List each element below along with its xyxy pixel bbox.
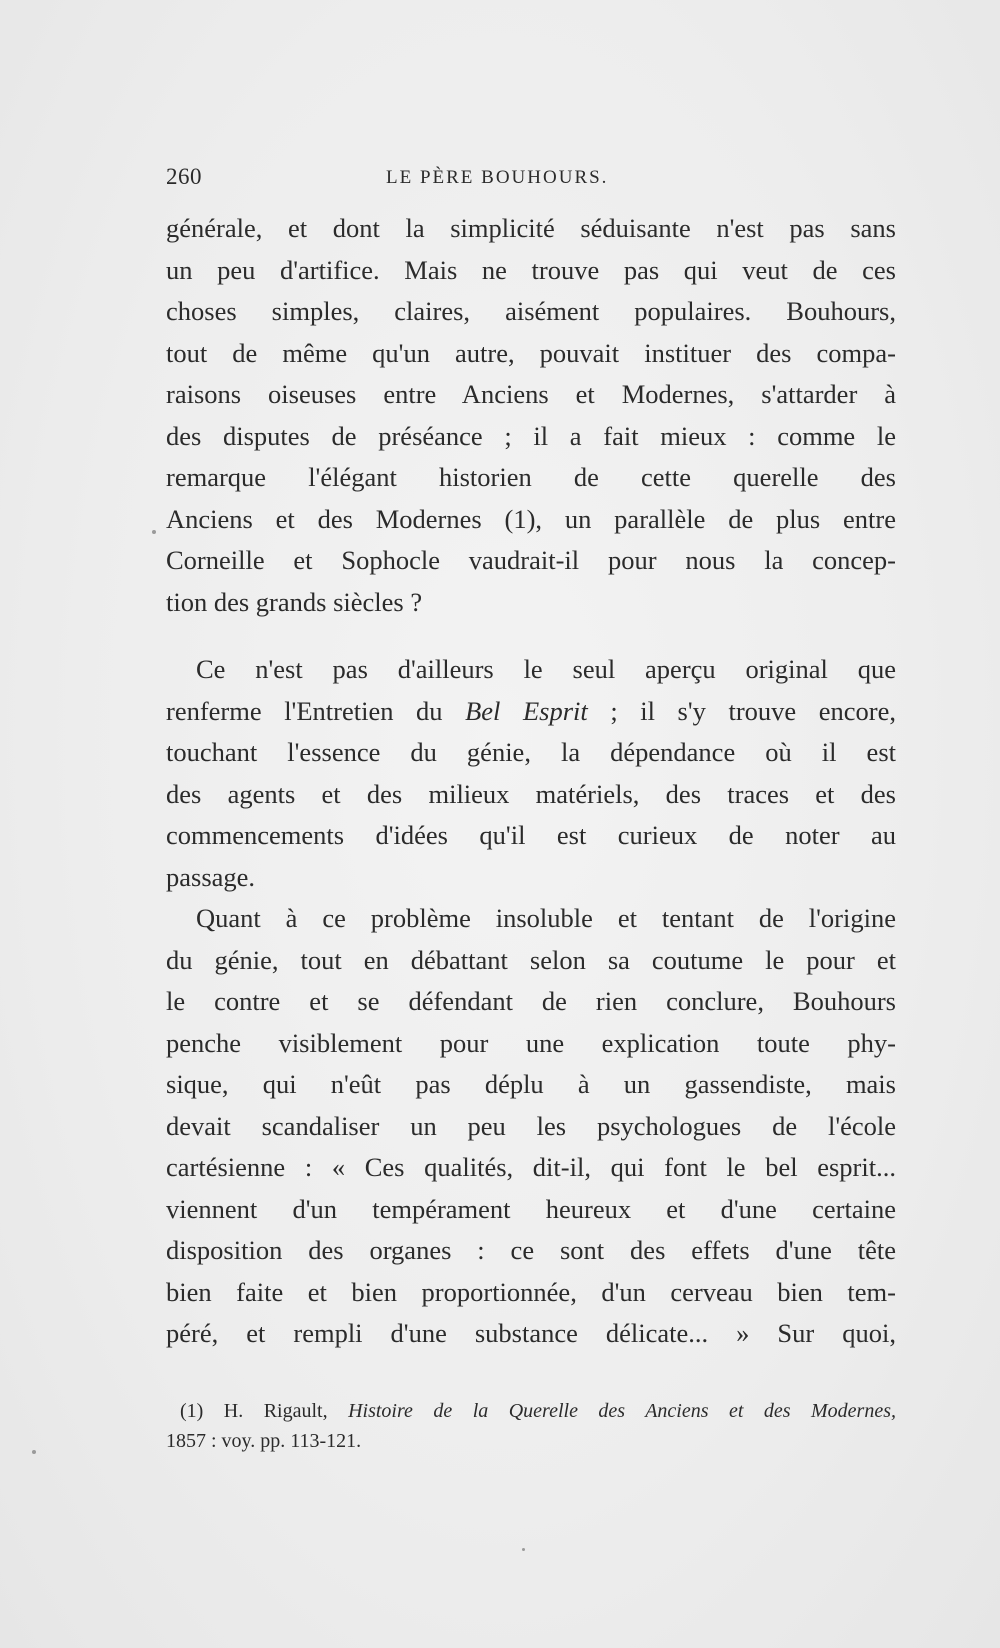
page-number: 260: [166, 164, 202, 189]
text-run: renferme l'Entretien du: [166, 695, 466, 726]
text-line: tout de même qu'un autre, pouvait instituer des compa-: [166, 337, 896, 368]
text-line: Quant à ce problème insoluble et tentant de l'origine: [196, 903, 896, 933]
text-line: sique, qui n'eût pas déplu à un gassendiste, mais: [166, 1069, 896, 1099]
text-line: péré, et rempli d'une substance délicate... » Sur quoi,: [166, 1318, 896, 1348]
paper-speck: [32, 1450, 36, 1454]
text-line: raisons oiseuses entre Anciens et Modernes, s'attarder à: [166, 379, 896, 409]
text-line: remarque l'élégant historien de cette querelle des: [166, 462, 896, 492]
text-line: Anciens et des Modernes (1), un parallèle de plus entre: [166, 503, 896, 534]
footnote-line: 1857 : voy. pp. 113-121.: [166, 1430, 362, 1452]
text-line: touchant l'essence du génie, la dépendance où il est: [166, 737, 896, 767]
text-line: viennent d'un tempérament heureux et d'une certaine: [166, 1193, 896, 1224]
text-run: ; il s'y trouve encore,: [587, 695, 896, 726]
text-line: tion des grands siècles ?: [166, 586, 423, 617]
text-line: des disputes de préséance ; il a fait mieux : comme le: [166, 420, 896, 451]
footnote-marker-author: (1) H. Rigault,: [180, 1400, 349, 1422]
text-line: choses simples, claires, aisément populaires. Bouhours,: [166, 296, 896, 326]
text-line: cartésienne : « Ces qualités, dit-il, qui font le bel esprit...: [166, 1152, 896, 1182]
text-line: bien faite et bien proportionnée, d'un cerveau bien tem-: [166, 1276, 896, 1307]
work-title: Bel Esprit: [465, 695, 588, 726]
text-line: générale, et dont la simplicité séduisante n'est pas sans: [166, 213, 896, 243]
text-line: [166, 691, 896, 733]
paper-speck: [152, 530, 156, 534]
paragraph-gap: [166, 623, 896, 649]
text-line: Ce n'est pas d'ailleurs le seul aperçu original que: [196, 654, 896, 684]
footnote-title: Histoire de la Querelle des Anciens et des Modernes,: [348, 1400, 896, 1422]
text-line: commencements d'idées qu'il est curieux de noter au: [166, 820, 896, 850]
text-line: devait scandaliser un peu les psychologues de l'école: [166, 1110, 896, 1141]
footnote-line: [166, 1396, 896, 1426]
text-line: disposition des organes : ce sont des effets d'une tête: [166, 1235, 896, 1265]
text-line: penche visiblement pour une explication toute phy-: [166, 1027, 896, 1058]
paper-speck: [522, 1548, 525, 1551]
text-line: des agents et des milieux matériels, des traces et des: [166, 778, 896, 809]
page-header: [166, 164, 896, 194]
text-line: Corneille et Sophocle vaudrait-il pour nous la concep-: [166, 545, 896, 575]
text-line: un peu d'artifice. Mais ne trouve pas qui veut de ces: [166, 254, 896, 285]
text-line: du génie, tout en débattant selon sa coutume le pour et: [166, 944, 896, 975]
body-text: [166, 208, 896, 1355]
text-line: passage.: [166, 861, 256, 892]
running-head: LE PÈRE BOUHOURS.: [386, 167, 609, 188]
footnote: [166, 1396, 896, 1456]
text-line: le contre et se défendant de rien conclure, Bouhours: [166, 986, 896, 1016]
